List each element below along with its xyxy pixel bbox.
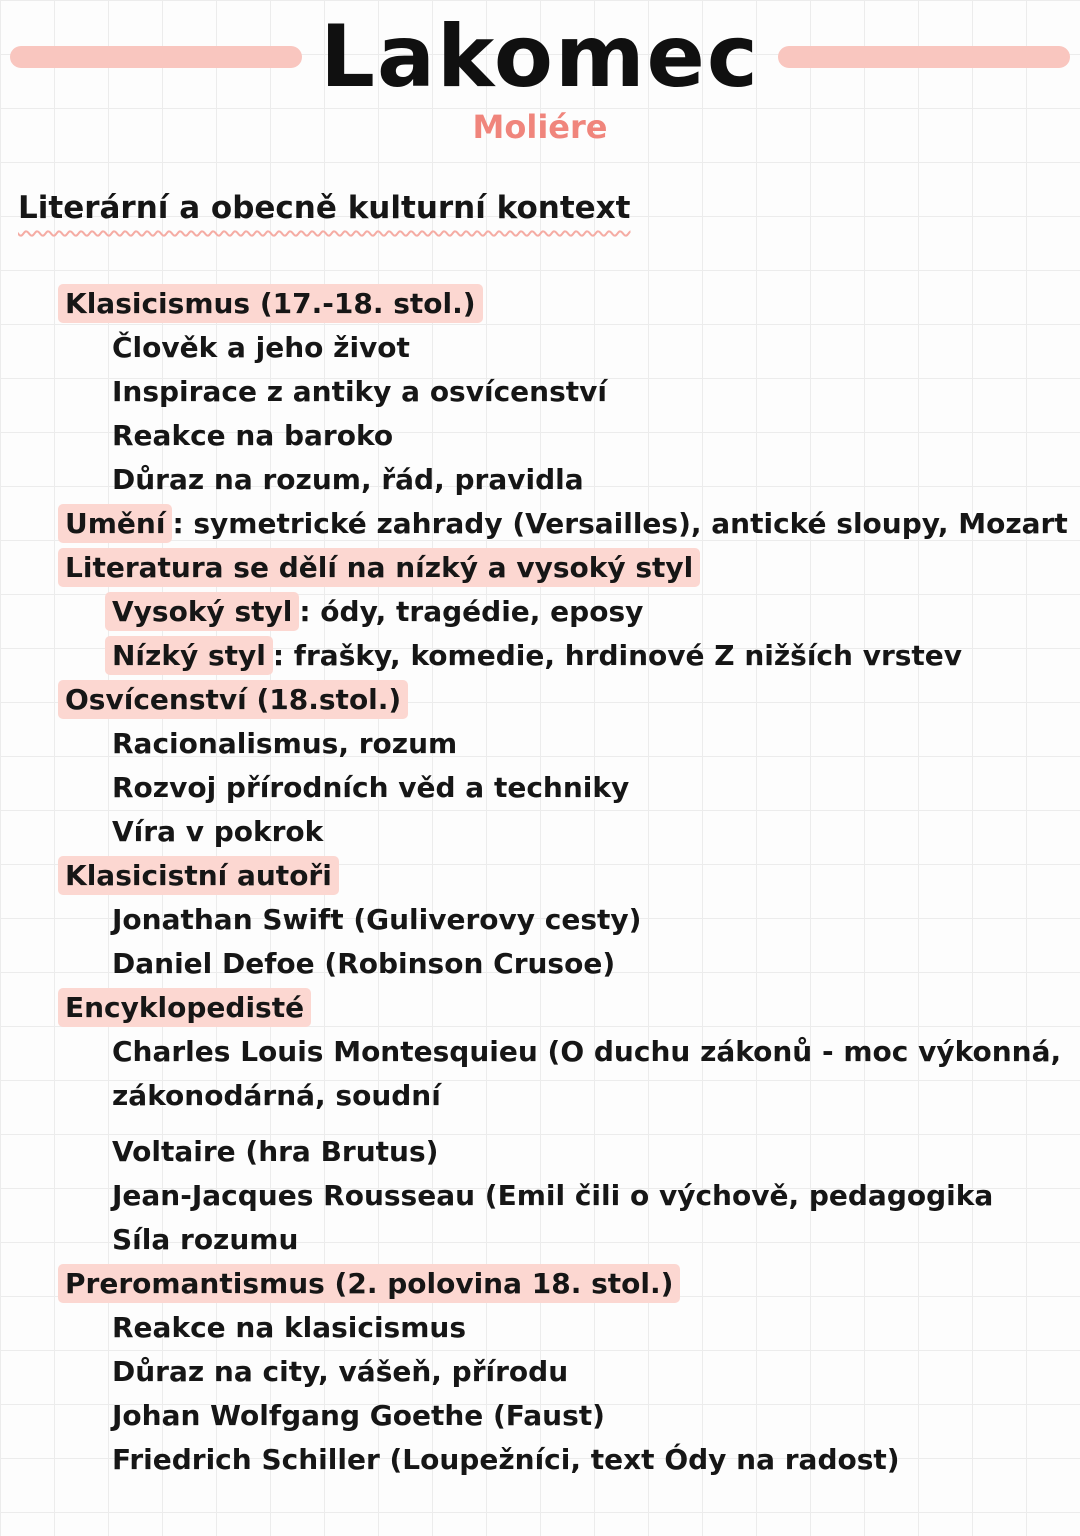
note-line [0, 634, 1080, 678]
note-text: : frašky, komedie, hrdinové Z nižších vrstev [272, 639, 963, 672]
note-text: Daniel Defoe (Robinson Crusoe) [112, 947, 616, 980]
highlighted-text: Vysoký styl [105, 592, 299, 631]
note-line [0, 1130, 1080, 1174]
title-decoration-bar-left [10, 46, 302, 68]
title-row [0, 7, 1080, 107]
note-text: Jonathan Swift (Guliverovy cesty) [112, 903, 642, 936]
notes-page [0, 7, 1080, 1536]
note-line [0, 810, 1080, 854]
note-text: Inspirace z antiky a osvícenství [112, 375, 607, 408]
highlighted-text: Klasicismus (17.-18. stol.) [58, 284, 483, 323]
highlighted-text: Preromantismus (2. polovina 18. stol.) [58, 1264, 680, 1303]
note-line [0, 1218, 1080, 1262]
note-text: Racionalismus, rozum [112, 727, 458, 760]
note-text: Rozvoj přírodních věd a techniky [112, 771, 630, 804]
note-line [0, 678, 1080, 722]
note-text: Jean-Jacques Rousseau (Emil čili o výchově, pedagogika [112, 1179, 994, 1212]
title-decoration-bar-right [778, 46, 1070, 68]
note-text: Víra v pokrok [112, 815, 324, 848]
highlighted-text: Literatura se dělí na nízký a vysoký styl [58, 548, 700, 587]
note-line [0, 1350, 1080, 1394]
note-text: Voltaire (hra Brutus) [112, 1135, 439, 1168]
note-line [0, 854, 1080, 898]
subtitle-author: Moliére [472, 108, 608, 146]
note-line [0, 1306, 1080, 1350]
note-line [0, 1030, 1080, 1074]
note-line [0, 546, 1080, 590]
note-text: Reakce na baroko [112, 419, 394, 452]
note-line [0, 370, 1080, 414]
note-line [0, 502, 1080, 546]
note-line [0, 458, 1080, 502]
note-line [0, 1174, 1080, 1218]
highlighted-text: Osvícenství (18.stol.) [58, 680, 408, 719]
note-text: Reakce na klasicismus [112, 1311, 466, 1344]
note-line [0, 282, 1080, 326]
highlighted-text: Umění [58, 504, 172, 543]
section-heading: Literární a obecně kulturní kontext [18, 190, 631, 226]
note-line [0, 898, 1080, 942]
note-text: Důraz na rozum, řád, pravidla [112, 463, 584, 496]
note-line [0, 722, 1080, 766]
note-line [0, 1262, 1080, 1306]
highlighted-text: Nízký styl [105, 636, 273, 675]
note-line [0, 1394, 1080, 1438]
note-line [0, 766, 1080, 810]
note-line [0, 986, 1080, 1030]
note-text: Johan Wolfgang Goethe (Faust) [112, 1399, 605, 1432]
note-text: : ódy, tragédie, eposy [299, 595, 644, 628]
highlighted-text: Encyklopedisté [58, 988, 311, 1027]
section-heading-wrap [0, 146, 1080, 226]
note-line [0, 1438, 1080, 1482]
page-title: Lakomec [320, 7, 760, 107]
note-text: Friedrich Schiller (Loupežníci, text Ódy na radost) [112, 1443, 900, 1476]
note-line [0, 942, 1080, 986]
note-text: Síla rozumu [112, 1223, 299, 1256]
notes-list [0, 282, 1080, 1482]
note-text: : symetrické zahrady (Versailles), antické sloupy, Mozart [172, 507, 1068, 540]
note-line [0, 326, 1080, 370]
note-text: zákonodárná, soudní [112, 1079, 441, 1112]
note-text: Charles Louis Montesquieu (O duchu zákonů - moc výkonná, [112, 1035, 1062, 1068]
highlighted-text: Klasicistní autoři [58, 856, 339, 895]
note-line [0, 414, 1080, 458]
note-line [0, 1074, 1080, 1118]
note-line [0, 590, 1080, 634]
note-text: Člověk a jeho život [112, 331, 410, 364]
note-text: Důraz na city, vášeň, přírodu [112, 1355, 569, 1388]
